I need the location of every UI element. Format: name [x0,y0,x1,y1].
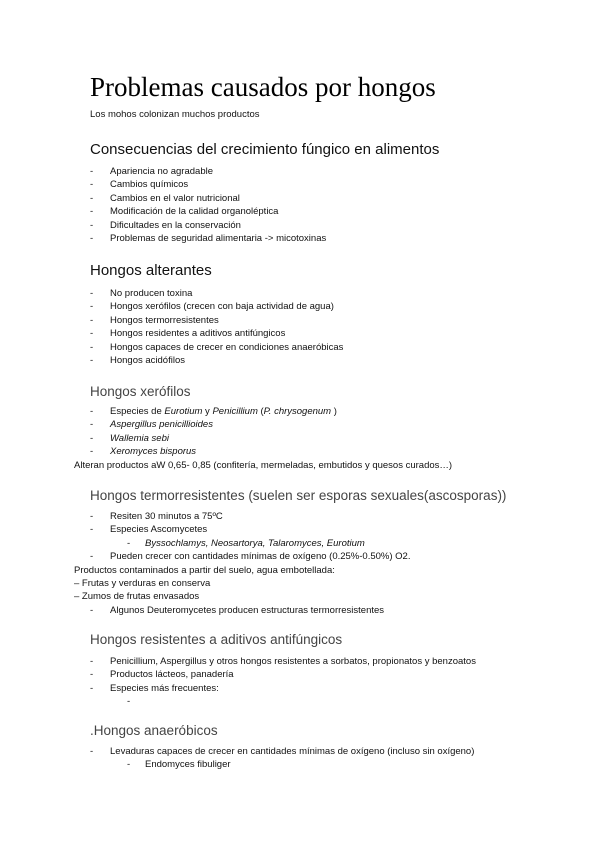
heading-anaerobicos: .Hongos anaeróbicos [90,723,218,738]
paragraph: – Zumos de frutas envasados [74,591,200,603]
heading-consecuencias: Consecuencias del crecimiento fúngico en alimentos [90,141,440,158]
heading-termorresistentes: Hongos termorresistentes (suelen ser esporas sexuales(ascosporas)) [90,488,507,503]
page-subtitle: Los mohos colonizan muchos productos [90,109,260,120]
paragraph: Alteran productos aW 0,65- 0,85 (confitería, mermeladas, embutidos y quesos curados…) [74,459,453,471]
paragraph: Productos contaminados a partir del suelo, agua embotellada: [74,564,335,576]
heading-alterantes: Hongos alterantes [90,262,212,279]
document-page: Problemas causados por hongos Los mohos colonizan muchos productos Consecuencias del crecimiento fúngico en alimentos - Apariencia no agradable - Cambios químicos - Cambios en el valor nutricional - Modificación de la calidad organoléptica - Dificultades en la conservación - Problemas de seguridad alimentaria -> micotoxinas Hongos alterantes - No producen toxina - Hongos xerófilos (crecen con baja actividad de agua) - Hongos termorresistentes - Hongos residentes a aditivos antifúngicos - Hongos capaces de crecer en condiciones anaeróbicas - Hongos acidófilos Hongos xerófilos - Especies de Eurotium y Penicillium (P. chrysogenum ) - Aspergillus penicillioides - Wallemia sebi - Xeromyces bisporus Alteran productos aW 0,65- 0,85 (confitería, mermeladas, embutidos y quesos curados…) Hongos termorresistentes (suelen ser esporas sexuales(ascosporas)) - Resiten 30 minutos a 75ºC - Especies Ascomycetes - Byssochlamys, Neosartorya, Talaromyces, Eurotium - Pueden crecer con cantidades mínimas de oxígeno (0.25%-0.50%) O2. Productos contaminados a partir del suelo, agua embotellada: – Frutas y verduras en conserva – Zumos de frutas envasados - Algunos Deuteromycetes producen estructuras termorresistentes Hongos resistentes a aditivos antifúngicos - Penicillium, Aspergillus y otros hongos resistentes a sorbatos, propionatos y benzoatos - Productos lácteos, panadería - Especies más frecuentes: - .Hongos anaeróbicos - Levaduras capaces de crecer en cantidades mínimas de oxígeno (incluso sin oxígeno) - Endomyces fibuliger [74,72,507,771]
heading-antifungicos: Hongos resistentes a aditivos antifúngicos [90,632,343,647]
page-title: Problemas causados por hongos [90,72,436,102]
paragraph: – Frutas y verduras en conserva [74,578,211,589]
heading-xerofilos: Hongos xerófilos [90,384,191,399]
